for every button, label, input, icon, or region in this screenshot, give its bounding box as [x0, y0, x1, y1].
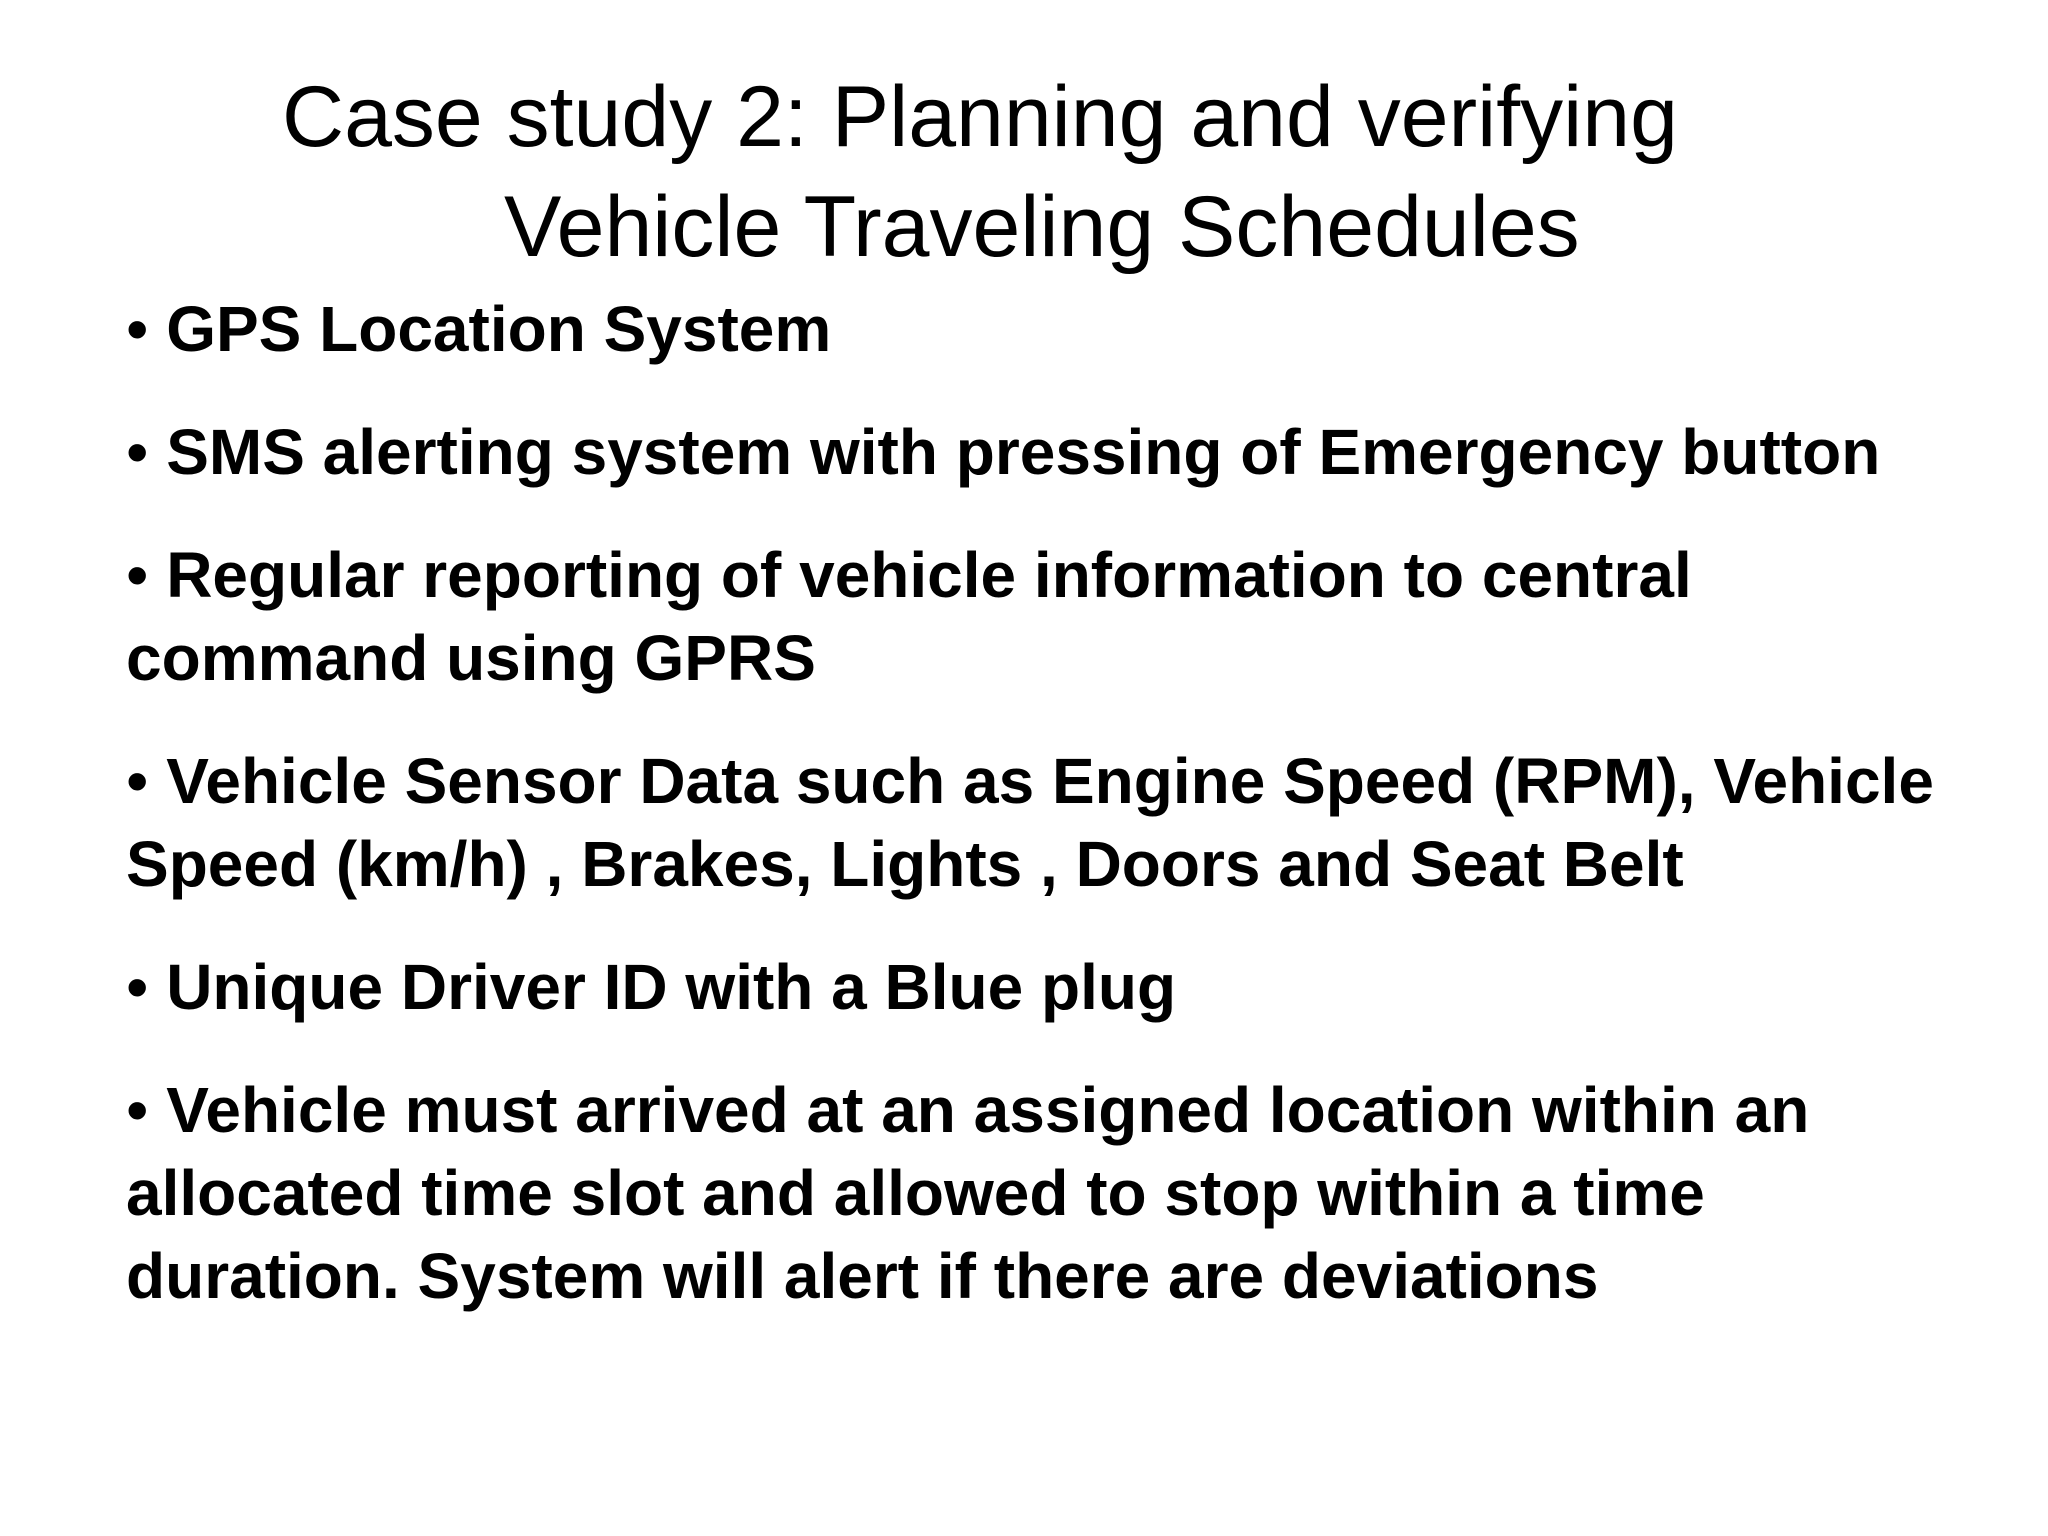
bullet-text: Vehicle Sensor Data such as Engine Speed (RPM), Vehicle Speed (km/h) , Brakes, Lights , Doors and Seat Belt [126, 745, 1934, 900]
bullet-item-sms [126, 411, 1966, 494]
bullet-marker: • [126, 951, 149, 1023]
bullet-list [126, 288, 1966, 1358]
slide-title-line-2: Vehicle Traveling Schedules [504, 179, 1580, 275]
bullet-item-sensor-data [126, 740, 1966, 906]
bullet-text: Vehicle must arrived at an assigned location within an allocated time slot and allowed to stop within a time duration. System will alert if there are deviations [126, 1074, 1810, 1312]
bullet-text: GPS Location System [166, 293, 832, 365]
bullet-item-gps [126, 288, 1966, 371]
bullet-marker: • [126, 1074, 149, 1146]
bullet-marker: • [126, 745, 149, 817]
bullet-marker: • [126, 293, 149, 365]
bullet-marker: • [126, 539, 149, 611]
slide-title-line-1: Case study 2: Planning and verifying [282, 69, 1678, 165]
bullet-item-reporting [126, 534, 1966, 700]
bullet-item-driver-id [126, 946, 1966, 1029]
bullet-text: Unique Driver ID with a Blue plug [166, 951, 1177, 1023]
bullet-marker: • [126, 416, 149, 488]
bullet-text: Regular reporting of vehicle information to central command using GPRS [126, 539, 1692, 694]
bullet-text: SMS alerting system with pressing of Emergency button [166, 416, 1881, 488]
bullet-item-schedule [126, 1069, 1966, 1318]
